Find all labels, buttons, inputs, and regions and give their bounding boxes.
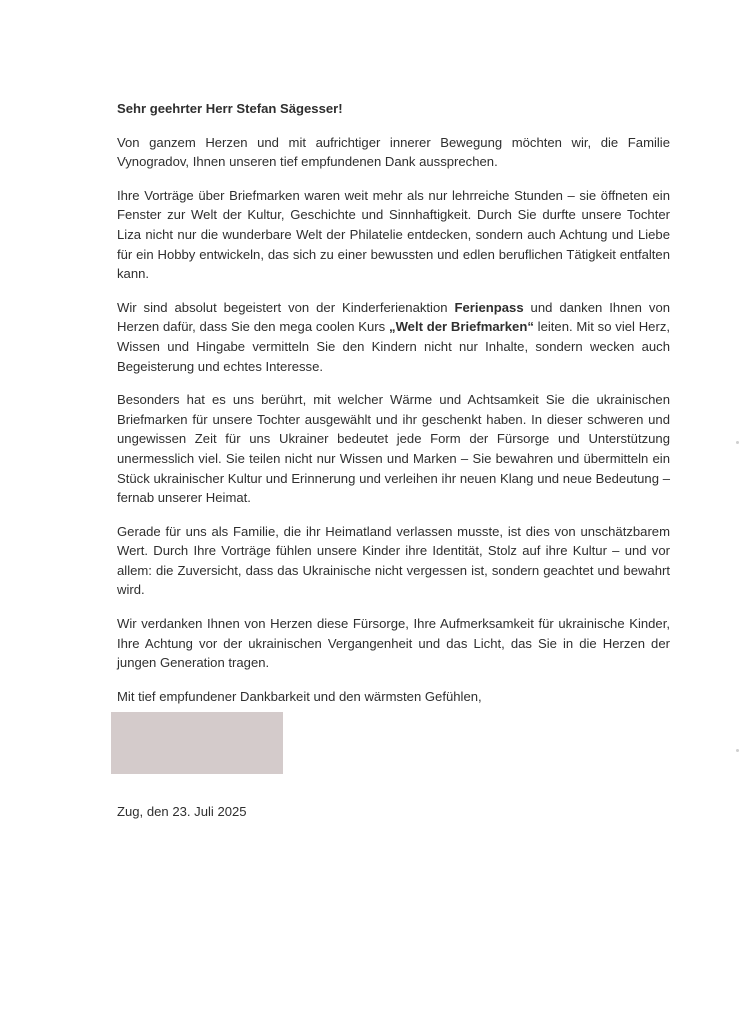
paragraph-ferienpass-part3: leiten. Mit so viel Herz, Wissen und Hingabe vermitteln Sie den Kindern nicht nur Inhalte, sondern wecken auch Begeisterung und echtes Interesse.	[117, 319, 671, 374]
letter-body	[117, 99, 670, 740]
paragraph-lectures: Ihre Vorträge über Briefmarken waren weit mehr als nur lehrreiche Stunden – sie öffneten ein Fenster zur Welt der Kultur, Geschichte und Sinnhaftigkeit. Durch Sie durfte unsere Tochter Liza nicht nur die wunderbare Welt der Philatelie entdecken, sondern auch Achtung und Liebe für ein Hobby entwickeln, das sich zu einer bewussten und edlen beruflichen Tätigkeit entfalten kann.	[117, 187, 670, 282]
paragraph-ferienpass	[117, 298, 670, 376]
course-title-emphasis: „Welt der Briefmarken“	[389, 319, 534, 335]
paragraph-gratitude: Wir verdanken Ihnen von Herzen diese Fürsorge, Ihre Aufmerksamkeit für ukrainische Kinder, Ihre Achtung vor der ukrainischen Vergangenheit und das Licht, das Sie in die Herzen der jungen Generation tragen.	[117, 616, 670, 671]
ferienpass-emphasis: Ferienpass	[454, 299, 524, 315]
paragraph-family: Gerade für uns als Familie, die ihr Heimatland verlassen musste, ist dies von unschätzbarem Wert. Durch Ihre Vorträge fühlen unsere Kinder ihre Identität, Stolz auf ihre Kultur – und vor allem: die Zuversicht, dass das Ukrainische nicht vergessen ist, sondern geachtet und bewahrt wird.	[117, 523, 670, 598]
paragraph-ferienpass-part1: Wir sind absolut begeistert von der Kinderferienaktion	[117, 299, 455, 315]
paragraph-ferienpass-part2: und danken Ihnen von Herzen dafür, dass Sie den mega coolen Kurs	[117, 299, 671, 335]
scan-speck	[736, 441, 739, 444]
paragraph-thanks: Von ganzem Herzen und mit aufrichtiger innerer Bewegung möchten wir, die Familie Vynogradov, Ihnen unseren tief empfundenen Dank aussprechen.	[117, 134, 670, 170]
scan-speck	[736, 749, 739, 752]
place-date-line: Zug, den 23. Juli 2025	[117, 804, 247, 819]
salutation: Sehr geehrter Herr Stefan Sägesser!	[117, 101, 343, 116]
signature-redaction	[111, 712, 283, 774]
paragraph-ukrainian-stamps: Besonders hat es uns berührt, mit welcher Wärme und Achtsamkeit Sie die ukrainischen Briefmarken für unsere Tochter ausgewählt und ihr geschenkt haben. In dieser schweren und ungewissen Zeit für uns Ukrainer bedeutet jede Form der Fürsorge und Unterstützung unermesslich viel. Sie teilen nicht nur Wissen und Marken – Sie bewahren und übermitteln ein Stück ukrainischer Kultur und Erinnerung und verleihen ihr neuen Klang und neue Bedeutung – fernab unserer Heimat.	[117, 392, 670, 506]
closing-line: Mit tief empfundener Dankbarkeit und den wärmsten Gefühlen,	[117, 688, 482, 704]
